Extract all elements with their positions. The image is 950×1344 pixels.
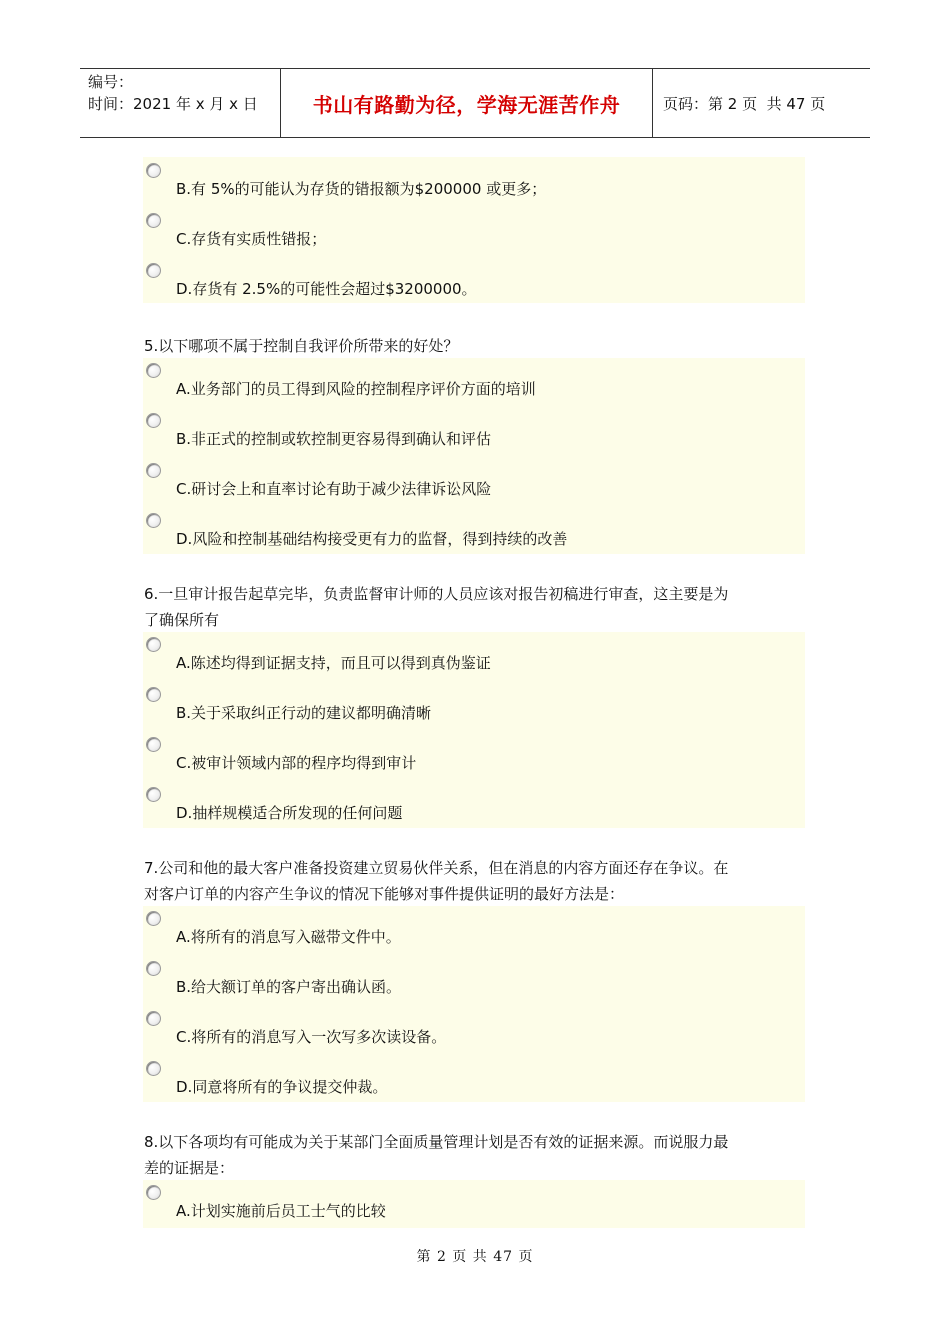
question-line: 对客户订单的内容产生争议的情况下能够对事件提供证明的最好方法是： xyxy=(144,885,625,903)
radio-button-icon[interactable] xyxy=(146,513,161,528)
radio-button-icon[interactable] xyxy=(146,961,161,976)
number-label: 编号： xyxy=(88,73,134,91)
option-q5-a[interactable] xyxy=(144,363,804,413)
header-page-info xyxy=(653,69,870,137)
option-text: B.有 5%的可能认为存货的错报额为$200000 或更多； xyxy=(176,180,547,198)
option-text: C.被审计领域内部的程序均得到审计 xyxy=(176,754,417,772)
radio-button-icon[interactable] xyxy=(146,1061,161,1076)
radio-button-icon[interactable] xyxy=(146,737,161,752)
page-label: 页码：第 2 页 共 47 页 xyxy=(663,94,826,113)
radio-button-icon[interactable] xyxy=(146,263,161,278)
option-text: C.将所有的消息写入一次写多次读设备。 xyxy=(176,1028,447,1046)
option-q7-a[interactable] xyxy=(144,911,804,961)
question-line: 6.一旦审计报告起草完毕，负责监督审计师的人员应该对报告初稿进行审查，这主要是为 xyxy=(144,585,729,603)
radio-button-icon[interactable] xyxy=(146,363,161,378)
question-7 xyxy=(144,855,804,907)
option-q4-b[interactable] xyxy=(144,163,804,213)
question-6 xyxy=(144,581,804,633)
option-text: A.陈述均得到证据支持，而且可以得到真伪鉴证 xyxy=(176,654,491,672)
header-meta xyxy=(80,69,281,137)
option-q5-d[interactable] xyxy=(144,513,804,563)
question-line: 5.以下哪项不属于控制自我评价所带来的好处？ xyxy=(144,337,459,355)
question-8 xyxy=(144,1129,804,1181)
option-q6-d[interactable] xyxy=(144,787,804,837)
option-q8-a[interactable] xyxy=(144,1185,804,1235)
option-q4-d[interactable] xyxy=(144,263,804,313)
option-q7-c[interactable] xyxy=(144,1011,804,1061)
option-text: A.将所有的消息写入磁带文件中。 xyxy=(176,928,401,946)
radio-button-icon[interactable] xyxy=(146,1185,161,1200)
page-header xyxy=(80,68,870,138)
time-label: 时间：2021 年 x 月 x 日 xyxy=(88,95,258,113)
page-footer: 第 2 页 共 47 页 xyxy=(416,1249,534,1265)
radio-button-icon[interactable] xyxy=(146,213,161,228)
radio-button-icon[interactable] xyxy=(146,463,161,478)
option-q6-a[interactable] xyxy=(144,637,804,687)
option-q4-c[interactable] xyxy=(144,213,804,263)
radio-button-icon[interactable] xyxy=(146,413,161,428)
option-text: A.业务部门的员工得到风险的控制程序评价方面的培训 xyxy=(176,380,536,398)
radio-button-icon[interactable] xyxy=(146,687,161,702)
option-q6-b[interactable] xyxy=(144,687,804,737)
option-q5-c[interactable] xyxy=(144,463,804,513)
radio-button-icon[interactable] xyxy=(146,787,161,802)
radio-button-icon[interactable] xyxy=(146,637,161,652)
option-text: B.给大额订单的客户寄出确认函。 xyxy=(176,978,402,996)
option-text: D.抽样规模适合所发现的任何问题 xyxy=(176,804,403,822)
radio-button-icon[interactable] xyxy=(146,1011,161,1026)
option-text: D.同意将所有的争议提交仲裁。 xyxy=(176,1078,388,1096)
option-q5-b[interactable] xyxy=(144,413,804,463)
option-text: D.风险和控制基础结构接受更有力的监督，得到持续的改善 xyxy=(176,530,568,548)
option-text: B.非正式的控制或软控制更容易得到确认和评估 xyxy=(176,430,492,448)
radio-button-icon[interactable] xyxy=(146,163,161,178)
option-text: C.研讨会上和直率讨论有助于减少法律诉讼风险 xyxy=(176,480,492,498)
option-text: B.关于采取纠正行动的建议都明确清晰 xyxy=(176,704,432,722)
header-motto: 书山有路勤为径，学海无涯苦作舟 xyxy=(281,69,653,137)
option-q7-b[interactable] xyxy=(144,961,804,1011)
question-line: 7.公司和他的最大客户准备投资建立贸易伙伴关系，但在消息的内容方面还存在争议。在 xyxy=(144,859,729,877)
question-line: 了确保所有 xyxy=(144,611,220,629)
question-line: 差的证据是： xyxy=(144,1159,235,1177)
option-q6-c[interactable] xyxy=(144,737,804,787)
question-line: 8.以下各项均有可能成为关于某部门全面质量管理计划是否有效的证据来源。而说服力最 xyxy=(144,1133,729,1151)
option-text: A.计划实施前后员工士气的比较 xyxy=(176,1202,386,1220)
option-q7-d[interactable] xyxy=(144,1061,804,1111)
radio-button-icon[interactable] xyxy=(146,911,161,926)
option-text: D.存货有 2.5%的可能性会超过$3200000。 xyxy=(176,280,477,298)
option-text: C.存货有实质性错报； xyxy=(176,230,327,248)
question-5 xyxy=(144,333,804,359)
